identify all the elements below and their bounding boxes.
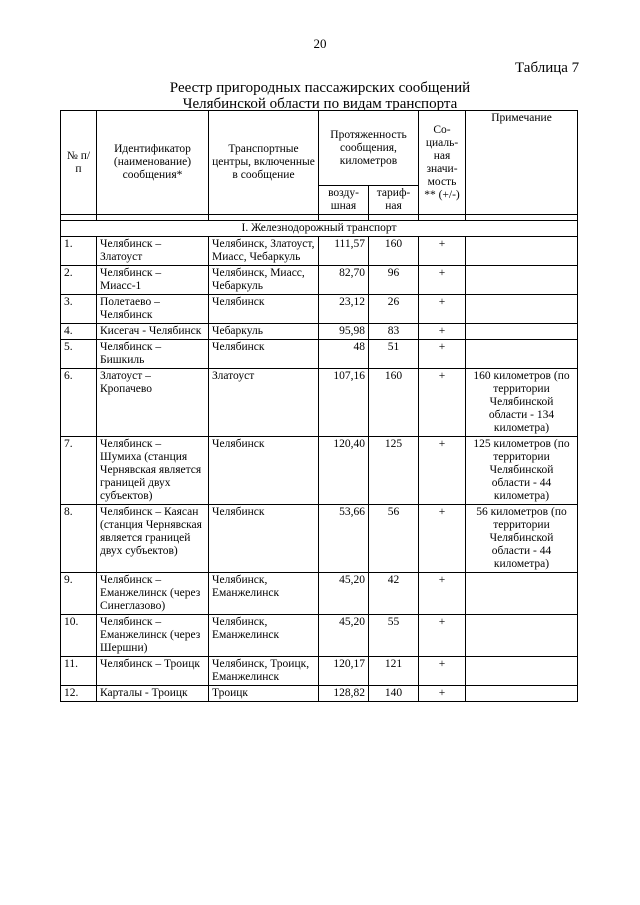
row-air-length: 48	[319, 340, 369, 369]
table-row	[61, 295, 578, 324]
table-row	[61, 686, 578, 702]
row-tariff-length: 83	[369, 324, 419, 340]
row-social: +	[419, 369, 466, 437]
row-centers: Челябинск	[209, 505, 319, 573]
row-centers: Челябинск	[209, 340, 319, 369]
row-social: +	[419, 437, 466, 505]
row-identifier: Челябинск – Еманжелинск (через Шершни)	[97, 615, 209, 657]
row-tariff-length: 160	[369, 369, 419, 437]
row-number: 2.	[61, 266, 97, 295]
row-identifier: Полетаево – Челябинск	[97, 295, 209, 324]
row-centers: Челябинск	[209, 437, 319, 505]
row-identifier: Челябинск – Бишкиль	[97, 340, 209, 369]
row-air-length: 107,16	[319, 369, 369, 437]
row-tariff-length: 56	[369, 505, 419, 573]
title-line-2: Челябинской области по видам транспорта	[182, 96, 458, 112]
row-identifier: Челябинск – Златоуст	[97, 237, 209, 266]
table-row	[61, 369, 578, 437]
row-number: 12.	[61, 686, 97, 702]
header-tariff: тариф-ная	[369, 186, 419, 215]
row-note: 125 километров (по территории Челябинской области - 44 километра)	[466, 437, 578, 505]
row-note	[466, 324, 578, 340]
row-number: 5.	[61, 340, 97, 369]
row-note	[466, 340, 578, 369]
row-centers: Чебаркуль	[209, 324, 319, 340]
header-identifier: Идентификатор (наименование) сообщения*	[97, 111, 209, 215]
row-air-length: 45,20	[319, 573, 369, 615]
row-note	[466, 573, 578, 615]
row-tariff-length: 160	[369, 237, 419, 266]
row-centers: Челябинск, Еманжелинск	[209, 573, 319, 615]
row-note	[466, 295, 578, 324]
document-title	[0, 80, 640, 112]
row-centers: Челябинск, Златоуст, Миасс, Чебаркуль	[209, 237, 319, 266]
table-row	[61, 505, 578, 573]
header-air: возду-шная	[319, 186, 369, 215]
row-centers: Златоуст	[209, 369, 319, 437]
row-centers: Троицк	[209, 686, 319, 702]
row-number: 8.	[61, 505, 97, 573]
row-number: 6.	[61, 369, 97, 437]
row-note	[466, 615, 578, 657]
row-tariff-length: 26	[369, 295, 419, 324]
row-air-length: 128,82	[319, 686, 369, 702]
row-tariff-length: 55	[369, 615, 419, 657]
row-identifier: Карталы - Троицк	[97, 686, 209, 702]
row-identifier: Челябинск – Еманжелинск (через Синеглазово)	[97, 573, 209, 615]
header-social: Со-циаль-ная значи-мость ** (+/-)	[419, 111, 466, 215]
row-note	[466, 237, 578, 266]
row-air-length: 120,17	[319, 657, 369, 686]
row-social: +	[419, 340, 466, 369]
row-identifier: Челябинск – Каясан (станция Чернявская является границей двух субъектов)	[97, 505, 209, 573]
table-row	[61, 266, 578, 295]
row-tariff-length: 125	[369, 437, 419, 505]
page-number: 20	[313, 36, 327, 51]
row-number: 3.	[61, 295, 97, 324]
row-identifier: Златоуст – Кропачево	[97, 369, 209, 437]
row-air-length: 95,98	[319, 324, 369, 340]
row-number: 10.	[61, 615, 97, 657]
row-social: +	[419, 324, 466, 340]
row-social: +	[419, 657, 466, 686]
table-label: Таблица 7	[515, 60, 580, 76]
section-title: I. Железнодорожный транспорт	[61, 221, 578, 237]
row-number: 9.	[61, 573, 97, 615]
table-row	[61, 340, 578, 369]
row-identifier: Челябинск – Троицк	[97, 657, 209, 686]
row-centers: Челябинск, Еманжелинск	[209, 615, 319, 657]
table-row	[61, 615, 578, 657]
row-tariff-length: 42	[369, 573, 419, 615]
row-social: +	[419, 686, 466, 702]
header-num: № п/п	[61, 111, 97, 215]
row-number: 11.	[61, 657, 97, 686]
row-air-length: 45,20	[319, 615, 369, 657]
row-social: +	[419, 573, 466, 615]
row-air-length: 82,70	[319, 266, 369, 295]
registry-table	[60, 110, 578, 702]
row-social: +	[419, 505, 466, 573]
title-line-1: Реестр пригородных пассажирских сообщений	[169, 80, 471, 96]
row-centers: Челябинск, Миасс, Чебаркуль	[209, 266, 319, 295]
row-centers: Челябинск, Троицк, Еманжелинск	[209, 657, 319, 686]
header-note: Примечание	[466, 111, 578, 215]
row-tariff-length: 51	[369, 340, 419, 369]
row-tariff-length: 140	[369, 686, 419, 702]
row-air-length: 23,12	[319, 295, 369, 324]
table-row	[61, 573, 578, 615]
row-air-length: 111,57	[319, 237, 369, 266]
header-centers: Транспортные центры, включенные в сообщение	[209, 111, 319, 215]
row-air-length: 120,40	[319, 437, 369, 505]
header-length: Протяженность сообщения, километров	[319, 111, 419, 186]
row-social: +	[419, 615, 466, 657]
row-number: 7.	[61, 437, 97, 505]
row-identifier: Кисегач - Челябинск	[97, 324, 209, 340]
row-identifier: Челябинск – Шумиха (станция Чернявская является границей двух субъектов)	[97, 437, 209, 505]
row-social: +	[419, 295, 466, 324]
row-centers: Челябинск	[209, 295, 319, 324]
row-note	[466, 657, 578, 686]
row-note	[466, 266, 578, 295]
row-number: 1.	[61, 237, 97, 266]
row-note: 56 километров (по территории Челябинской области - 44 километра)	[466, 505, 578, 573]
row-air-length: 53,66	[319, 505, 369, 573]
row-tariff-length: 96	[369, 266, 419, 295]
table-row	[61, 657, 578, 686]
row-identifier: Челябинск – Миасс-1	[97, 266, 209, 295]
row-note	[466, 686, 578, 702]
table-row	[61, 324, 578, 340]
row-social: +	[419, 266, 466, 295]
row-number: 4.	[61, 324, 97, 340]
table-row	[61, 237, 578, 266]
row-social: +	[419, 237, 466, 266]
row-note: 160 километров (по территории Челябинской области - 134 километра)	[466, 369, 578, 437]
table-row	[61, 437, 578, 505]
row-tariff-length: 121	[369, 657, 419, 686]
